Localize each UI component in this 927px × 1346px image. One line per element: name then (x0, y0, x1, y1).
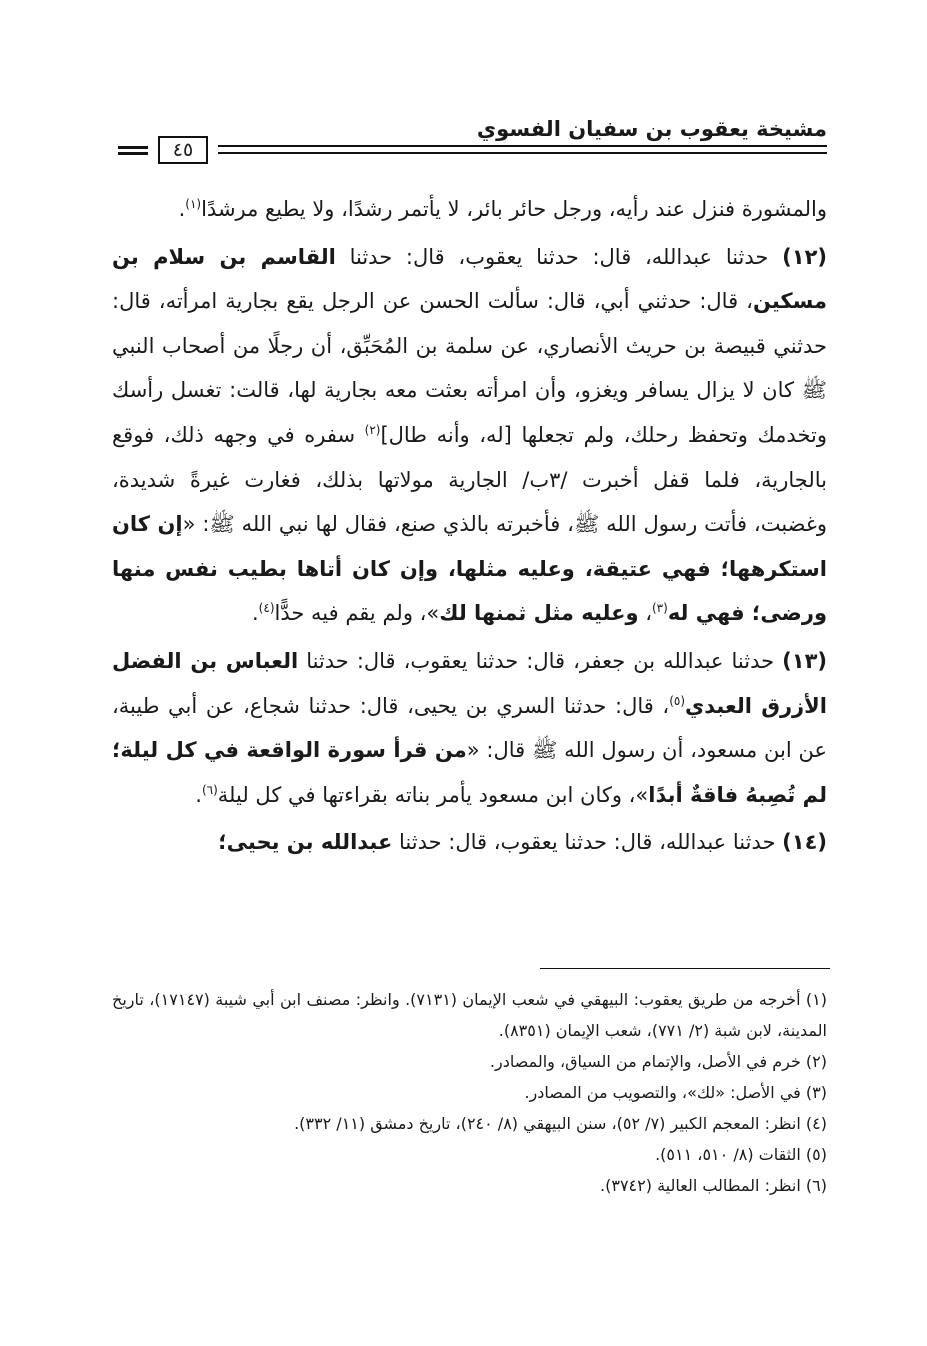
hadith-quote: وعليه مثل ثمنها لك (439, 601, 639, 626)
footnote-separator (540, 968, 830, 969)
running-header-title: مشيخة يعقوب بن سفيان الفسوي (476, 117, 827, 141)
footnote-ref: (٥) (669, 693, 686, 708)
hadith-14: (١٤) حدثنا عبدالله، قال: حدثنا يعقوب، قال: حدثنا عبدالله بن يحيى؛ (218, 830, 827, 855)
hadith-12: (١٢) حدثنا عبدالله، قال: حدثنا يعقوب، قال: حدثنا القاسم بن سلام بن مسكين، قال: حدثني أبي، قال: سألت الحسن عن الرجل يقع بجارية امرأته، قال: حدثني قبيصة بن حريث الأنصاري، عن سلمة بن المُحَبِّق، أن رجلًا من أصحاب النبي ﷺ كان لا يزال يسافر ويغزو، وأن امرأته بعثت معه بجارية لها، قالت: تغسل رأسك وتخدمك وتحفظ رحلك، ولم تجعلها [له، وأنه طال]$^{(٢)}$ سفره في وجهه ذلك، فوقع بالجارية، فلما قفل أخبرت /٣ب/ الجارية مولاتها بذلك، فغارت غيرةً شديدة، وغضبت، فأتت رسول الله ﷺ، فأخبرته بالذي صنع، فقال لها نبي الله ﷺ: «إن كان استكرهها؛ فهي عتيقة، وعليه مثلها، وإن كان أتاها بطيب نفس منها ورضى؛ فهي له$^{(٣)}$، وعليه مثل ثمنها لك»، ولم يقم فيه حدًّا$^{(٤)}$. (112, 244, 827, 626)
footnote-ref: (٢) (364, 422, 381, 437)
footnotes (112, 984, 827, 1201)
main-text (112, 187, 827, 865)
narrator-name: العباس بن الفضل الأزرق العبدي (112, 648, 827, 718)
page-number-ornament (118, 146, 148, 158)
page-number: ٤٥ (158, 136, 208, 164)
footnote-4: (٤) انظر: المعجم الكبير (٧/ ٥٢)، سنن البيهقي (٨/ ٢٤٠)، تاريخ دمشق (١١/ ٣٣٢). (294, 1114, 827, 1133)
footnote-ref: (٦) (201, 782, 218, 797)
hadith-number: (١٣) (782, 648, 827, 673)
footnote-5: (٥) الثقات (٨/ ٥١٠، ٥١١). (655, 1145, 827, 1164)
footnote-1: (١) أخرجه من طريق يعقوب: البيهقي في شعب الإيمان (٧١٣١). وانظر: مصنف ابن أبي شيبة (١٧١٤٧)، تاريخ المدينة، لابن شبة (٢/ ٧٧١)، شعب الإيمان (٨٣٥١). (112, 990, 828, 1040)
footnote-6: (٦) انظر: المطالب العالية (٣٧٤٢). (600, 1176, 827, 1195)
header-rule (218, 145, 827, 154)
hadith-number: (١٢) (782, 244, 827, 269)
footnote-2: (٢) خرم في الأصل، والإتمام من السياق، والمصادر. (489, 1052, 827, 1071)
hadith-number: (١٤) (782, 830, 827, 855)
narrator-name: عبدالله بن يحيى؛ (218, 830, 393, 855)
footnote-ref: (٤) (258, 601, 275, 616)
paragraph-continuation: والمشورة فنزل عند رأيه، ورجل حائر بائر، لا يأتمر رشدًا، ولا يطيع مرشدًا$^{(١)}$. (178, 197, 827, 221)
narrator-name: القاسم بن سلام بن مسكين (112, 244, 827, 314)
footnote-ref: (٣) (651, 601, 668, 616)
hadith-quote: من قرأ سورة الواقعة في كل ليلة؛ لم تُصِبهُ فاقةٌ أبدًا (112, 738, 827, 807)
hadith-13: (١٣) حدثنا عبدالله بن جعفر، قال: حدثنا يعقوب، قال: حدثنا العباس بن الفضل الأزرق العبدي$^{(٥)}$، قال: حدثنا السري بن يحيى، قال: حدثنا شجاع، عن أبي طيبة، عن ابن مسعود، أن رسول الله ﷺ قال: «من قرأ سورة الواقعة في كل ليلة؛ لم تُصِبهُ فاقةٌ أبدًا»، وكان ابن مسعود يأمر بناته بقراءتها في كل ليلة$^{(٦)}$. (112, 648, 827, 807)
hadith-quote: إن كان استكرهها؛ فهي عتيقة، وعليه مثلها، وإن كان أتاها بطيب نفس منها ورضى؛ فهي له (112, 512, 827, 626)
footnote-3: (٣) في الأصل: «لك»، والتصويب من المصادر. (524, 1083, 827, 1102)
footnote-ref: (١) (185, 197, 202, 211)
